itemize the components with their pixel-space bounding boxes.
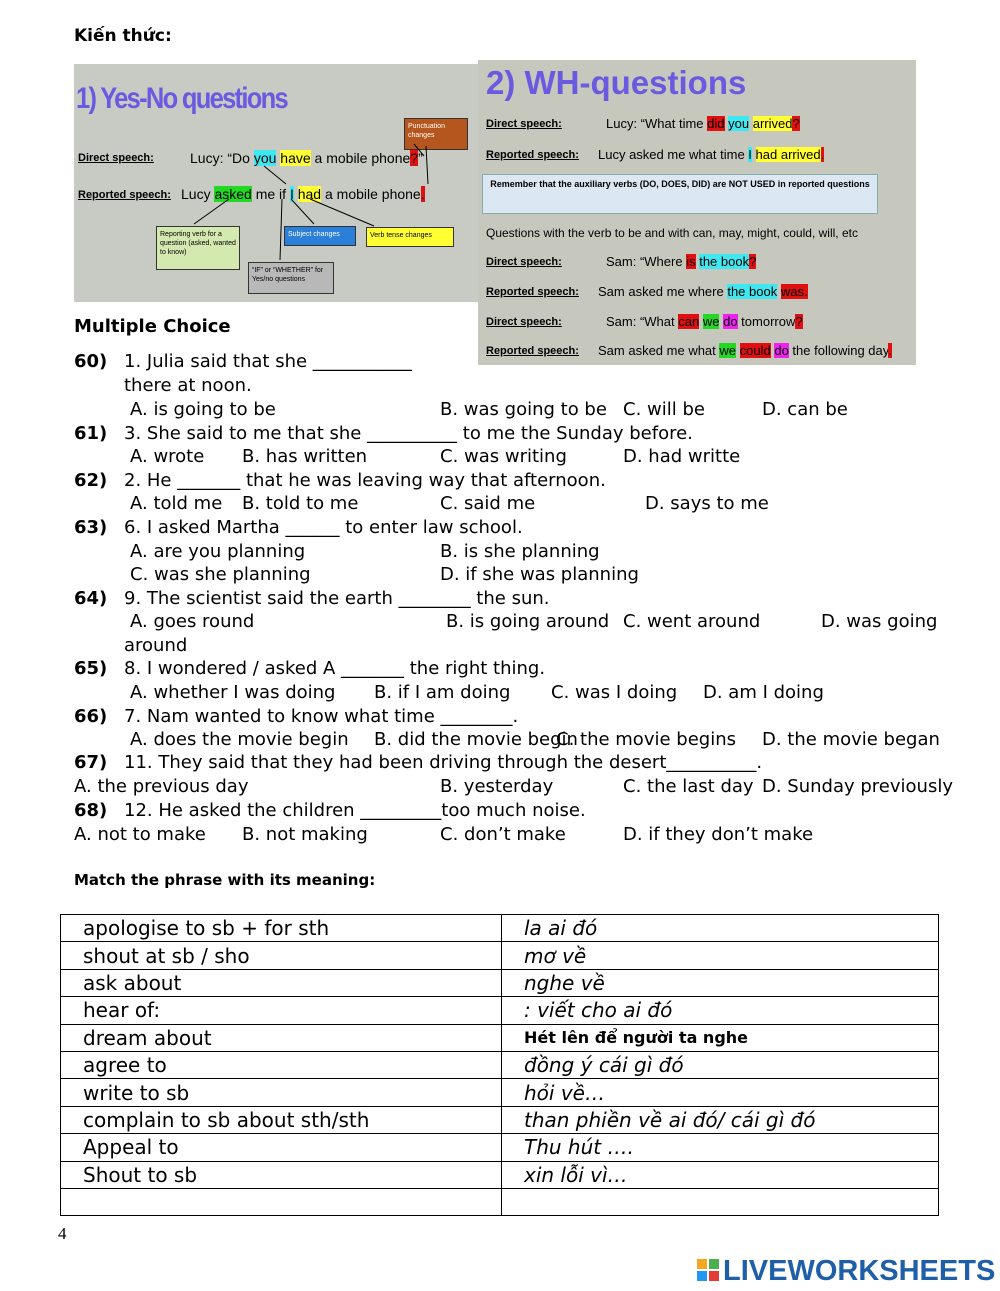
text-part: a mobile phone <box>321 186 421 202</box>
question-number: 67) <box>74 752 108 773</box>
text-part: tomorrow <box>737 314 796 329</box>
match-table <box>60 914 939 1216</box>
highlight-had: had <box>297 186 322 202</box>
option-d[interactable]: D. had writte <box>623 446 741 467</box>
punctuation-box: Punctuation changes <box>404 118 468 150</box>
highlight-asked: asked <box>214 186 252 202</box>
match-row <box>61 1161 939 1188</box>
reported-speech-label: Reported speech: <box>486 286 579 298</box>
yes-no-title: 1) Yes-No questions <box>76 82 287 115</box>
match-row <box>61 942 939 969</box>
option-d[interactable]: D. says to me <box>645 493 769 514</box>
meaning-cell[interactable]: nghe về <box>502 969 939 996</box>
page-number: 4 <box>58 1224 67 1243</box>
reported-speech-label: Reported speech: <box>486 149 579 161</box>
arrow-line <box>310 199 374 226</box>
question-text: 1. Julia said that she ___________ <box>124 351 412 372</box>
option-d[interactable]: D. Sunday previously <box>762 776 953 797</box>
option-c[interactable]: C. will be <box>623 399 705 420</box>
option-b[interactable]: B. if I am doing <box>374 682 511 703</box>
question-text: 6. I asked Martha ______ to enter law school. <box>124 517 523 538</box>
option-a[interactable]: A. is going to be <box>130 399 276 420</box>
reported-speech-label: Reported speech: <box>486 345 579 357</box>
highlight-you: you <box>253 150 277 166</box>
arrow-line <box>291 199 314 224</box>
text-part: Lucy: “Do <box>190 150 254 166</box>
highlight-dot: . <box>420 186 425 202</box>
meaning-cell[interactable]: mơ về <box>502 942 939 969</box>
option-a[interactable]: A. told me <box>130 493 223 514</box>
phrase-cell[interactable]: ask about <box>61 969 502 996</box>
highlight-you: you <box>728 116 750 131</box>
if-whether-box: “IF” or “WHETHER” for Yes/no questions <box>248 262 334 294</box>
phrase-cell[interactable]: dream about <box>61 1024 502 1051</box>
arrows-graphic <box>74 64 478 302</box>
option-c[interactable]: C. don’t make <box>440 824 566 845</box>
arrow-line <box>280 199 282 260</box>
option-b[interactable]: B. not making <box>242 824 368 845</box>
phrase-cell[interactable]: complain to sb about sth/sth <box>61 1106 502 1133</box>
highlight-can: can <box>678 314 700 329</box>
question-text: 2. He _______ that he was leaving way that afternoon. <box>124 470 606 491</box>
option-a[interactable]: A. wrote <box>130 446 205 467</box>
auxiliary-note: Remember that the auxiliary verbs (DO, DOES, DID) are NOT USED in reported questions <box>482 174 878 214</box>
match-row <box>61 1106 939 1133</box>
option-c[interactable]: C. was I doing <box>551 682 678 703</box>
option-a[interactable]: A. whether I was doing <box>130 682 336 703</box>
phrase-cell[interactable]: agree to <box>61 1051 502 1078</box>
highlight-the-book: the book <box>727 284 778 299</box>
highlight-dot: . <box>820 147 825 162</box>
option-d[interactable]: D. if she was planning <box>440 564 639 585</box>
highlight-the-book: the book <box>699 254 750 269</box>
option-d-continued: around <box>124 635 188 656</box>
highlight-have: have <box>280 150 311 166</box>
direct-speech-label: Direct speech: <box>78 152 154 164</box>
option-c[interactable]: C. the movie begins <box>556 729 736 750</box>
question-number: 62) <box>74 470 108 491</box>
option-d[interactable]: D. the movie began <box>762 729 940 750</box>
wh-questions-image <box>478 60 916 365</box>
text-part: the following day <box>788 343 889 358</box>
match-row <box>61 1024 939 1051</box>
phrase-cell[interactable]: write to sb <box>61 1079 502 1106</box>
highlight-dot: . <box>803 284 808 299</box>
match-row <box>61 915 939 942</box>
highlight-arrived: arrived <box>752 116 793 131</box>
phrase-cell[interactable] <box>61 1188 502 1215</box>
text-part: Sam: “What <box>606 314 679 329</box>
yes-no-questions-image <box>74 64 478 302</box>
option-a[interactable]: A. goes round <box>130 611 255 632</box>
question-number: 68) <box>74 800 108 821</box>
highlight-do: do <box>774 343 789 358</box>
wh-reported-line-2 <box>598 284 808 299</box>
liveworksheets-logo-icon <box>697 1259 719 1281</box>
meaning-cell[interactable]: hỏi về… <box>502 1079 939 1106</box>
question-text: 11. They said that they had been driving through the desert__________. <box>124 752 763 773</box>
option-c[interactable]: C. was she planning <box>130 564 311 585</box>
highlight-question-mark: ? <box>792 116 800 131</box>
wh-reported-line-1 <box>598 147 824 162</box>
meaning-cell[interactable]: đồng ý cái gì đó <box>502 1051 939 1078</box>
option-d[interactable]: D. was going <box>821 611 938 632</box>
option-a[interactable]: A. the previous day <box>74 776 249 797</box>
highlight-i: I <box>748 147 752 162</box>
wh-reported-line-3 <box>598 343 892 358</box>
arrow-line <box>426 146 428 184</box>
highlight-question-mark: ? <box>795 314 803 329</box>
arrow-line <box>414 144 424 156</box>
question-text: 7. Nam wanted to know what time ________. <box>124 706 519 727</box>
highlight-is: is <box>686 254 696 269</box>
meaning-cell[interactable]: : viết cho ai đó <box>502 997 939 1024</box>
match-table-body <box>61 915 939 1216</box>
option-a[interactable]: A. does the movie begin <box>130 729 349 750</box>
text-part: Lucy <box>181 186 215 202</box>
highlight-was: was <box>780 284 804 299</box>
question-text: 3. She said to me that she __________ to me the Sunday before. <box>124 423 693 444</box>
question-number: 64) <box>74 588 108 609</box>
text-part: ” <box>418 150 423 166</box>
option-b[interactable]: B. did the movie begin <box>374 729 578 750</box>
subject-changes-box: Subject changes <box>284 226 356 246</box>
option-c[interactable]: C. went around <box>623 611 761 632</box>
reported-speech-label: Reported speech: <box>78 189 171 201</box>
meaning-cell[interactable]: xin lỗi vì… <box>502 1161 939 1188</box>
phrase-cell[interactable]: Appeal to <box>61 1134 502 1161</box>
question-number: 61) <box>74 423 108 444</box>
option-c[interactable]: C. said me <box>440 493 536 514</box>
option-c[interactable]: C. was writing <box>440 446 567 467</box>
multiple-choice-heading: Multiple Choice <box>74 316 231 337</box>
option-d[interactable]: D. can be <box>762 399 848 420</box>
phrase-cell[interactable]: hear of: <box>61 997 502 1024</box>
highlight-question-mark: ? <box>410 150 419 166</box>
meaning-cell[interactable]: than phiền về ai đó/ cái gì đó <box>502 1106 939 1133</box>
option-b[interactable]: B. yesterday <box>440 776 554 797</box>
highlight-question-mark: ? <box>749 254 757 269</box>
direct-speech-label: Direct speech: <box>486 256 562 268</box>
phrase-cell[interactable]: Shout to sb <box>61 1161 502 1188</box>
highlight-i: I <box>289 186 294 202</box>
highlight-had-arrived: had arrived <box>755 147 821 162</box>
match-heading: Match the phrase with its meaning: <box>74 871 376 889</box>
question-number: 65) <box>74 658 108 679</box>
highlight-dot: . <box>888 343 892 358</box>
highlight-we: we <box>702 314 720 329</box>
option-d[interactable]: D. am I doing <box>703 682 824 703</box>
option-b[interactable]: B. was going to be <box>440 399 607 420</box>
text-part: Sam asked me what <box>598 343 720 358</box>
verb-tense-box: Verb tense changes <box>366 227 454 247</box>
reporting-verb-box: Reporting verb for a question (asked, wanted to know) <box>156 226 240 270</box>
option-b[interactable]: B. is she planning <box>440 541 600 562</box>
option-b[interactable]: B. is going around <box>446 611 610 632</box>
liveworksheets-logo[interactable]: LIVEWORKSHEETS <box>723 1255 996 1287</box>
knowledge-heading: Kiến thức: <box>74 26 172 46</box>
option-b[interactable]: B. has written <box>242 446 368 467</box>
highlight-did: did <box>707 116 725 131</box>
wh-direct-line-3 <box>606 314 803 329</box>
highlight-we: we <box>719 343 737 358</box>
question-number: 60) <box>74 351 108 372</box>
wh-title: 2) WH-questions <box>486 64 747 101</box>
wh-direct-line-2 <box>606 254 756 269</box>
match-row <box>61 969 939 996</box>
text-part: Sam: “Where <box>606 254 687 269</box>
question-text: there at noon. <box>124 375 252 396</box>
phrase-cell[interactable]: apologise to sb + for sth <box>61 915 502 942</box>
highlight-could: could <box>739 343 771 358</box>
option-d[interactable]: D. if they don’t make <box>623 824 814 845</box>
option-c[interactable]: C. the last day <box>623 776 754 797</box>
match-row <box>61 1051 939 1078</box>
question-number: 63) <box>74 517 108 538</box>
text-part: Lucy asked me what time <box>598 147 749 162</box>
direct-speech-label: Direct speech: <box>486 118 562 130</box>
arrow-line <box>264 166 286 184</box>
question-number: 66) <box>74 706 108 727</box>
meaning-cell[interactable]: Hét lên để người ta nghe <box>502 1024 939 1051</box>
text-part: a mobile phone <box>310 150 411 166</box>
direct-speech-label: Direct speech: <box>486 316 562 328</box>
match-row <box>61 1079 939 1106</box>
highlight-do: do <box>723 314 738 329</box>
text-part: Lucy: “What time <box>606 116 708 131</box>
arrow-line <box>194 199 229 224</box>
meaning-cell[interactable]: la ai đó <box>502 915 939 942</box>
match-row <box>61 997 939 1024</box>
option-a[interactable]: A. not to make <box>74 824 206 845</box>
text-part: Sam asked me where <box>598 284 728 299</box>
option-a[interactable]: A. are you planning <box>130 541 306 562</box>
text-part: me if <box>251 186 290 202</box>
match-row <box>61 1188 939 1215</box>
question-text: 9. The scientist said the earth ________ the sun. <box>124 588 550 609</box>
wh-direct-line-1 <box>606 116 800 131</box>
meaning-cell[interactable]: Thu hút …. <box>502 1134 939 1161</box>
phrase-cell[interactable]: shout at sb / sho <box>61 942 502 969</box>
questions-verb-to-be-line: Questions with the verb to be and with can, may, might, could, will, etc <box>486 226 858 240</box>
option-b[interactable]: B. told to me <box>242 493 359 514</box>
meaning-cell[interactable] <box>502 1188 939 1215</box>
question-text: 12. He asked the children _________too much noise. <box>124 800 586 821</box>
match-row <box>61 1134 939 1161</box>
question-text: 8. I wondered / asked A _______ the right thing. <box>124 658 546 679</box>
